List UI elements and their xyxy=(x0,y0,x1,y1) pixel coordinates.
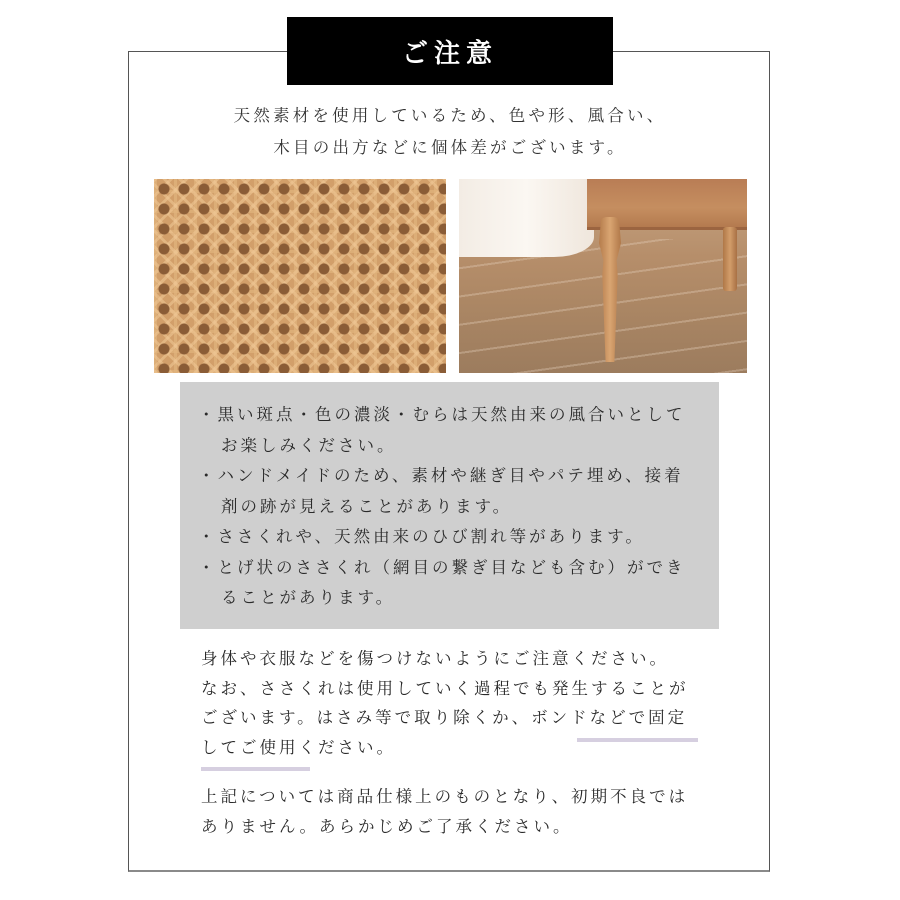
notes-box xyxy=(180,382,719,629)
body-line: ありません。あらかじめご了承ください。 xyxy=(201,816,573,836)
note-line: ることがあります。 xyxy=(221,588,396,607)
note-line: ・黒い斑点・色の濃淡・むらは天然由来の風合いとして xyxy=(198,405,686,424)
chair-leg-back xyxy=(723,227,737,291)
disclaimer-paragraph xyxy=(201,782,711,841)
body-line: 身体や衣服などを傷つけないようにご注意ください。 xyxy=(201,649,669,668)
note-line: ・とげ状のささくれ（網目の繋ぎ目なども含む）ができ xyxy=(198,557,686,577)
page-title: ご注意 xyxy=(401,38,498,69)
body-line: 上記については商品仕様上のものとなり、初期不良では xyxy=(201,787,689,806)
wood-floor xyxy=(459,239,747,373)
intro-text xyxy=(160,100,740,164)
body-line: してご使用ください。 xyxy=(201,737,396,757)
rattan-weave-photo xyxy=(154,179,446,373)
intro-line: 天然素材を使用しているため、色や形、風合い、 xyxy=(233,106,667,125)
caution-paragraph xyxy=(201,644,711,762)
note-line: お楽しみください。 xyxy=(221,435,397,455)
title-banner xyxy=(287,17,613,85)
curtain xyxy=(459,179,594,257)
note-line: ・ハンドメイドのため、素材や継ぎ目やパテ埋め、接着 xyxy=(198,466,684,485)
intro-line: 木目の出方などに個体差がございます。 xyxy=(273,138,627,157)
highlight-underline xyxy=(201,767,310,771)
note-line: 剤の跡が見えることがあります。 xyxy=(221,496,513,516)
chair-leg-photo xyxy=(459,179,747,373)
highlight-underline xyxy=(577,738,698,742)
body-line: ございます。はさみ等で取り除くか、ボンドなどで固定 xyxy=(201,708,688,727)
note-line: ・ささくれや、天然由来のひび割れ等があります。 xyxy=(198,527,645,546)
body-line: なお、ささくれは使用していく過程でも発生することが xyxy=(201,678,689,698)
